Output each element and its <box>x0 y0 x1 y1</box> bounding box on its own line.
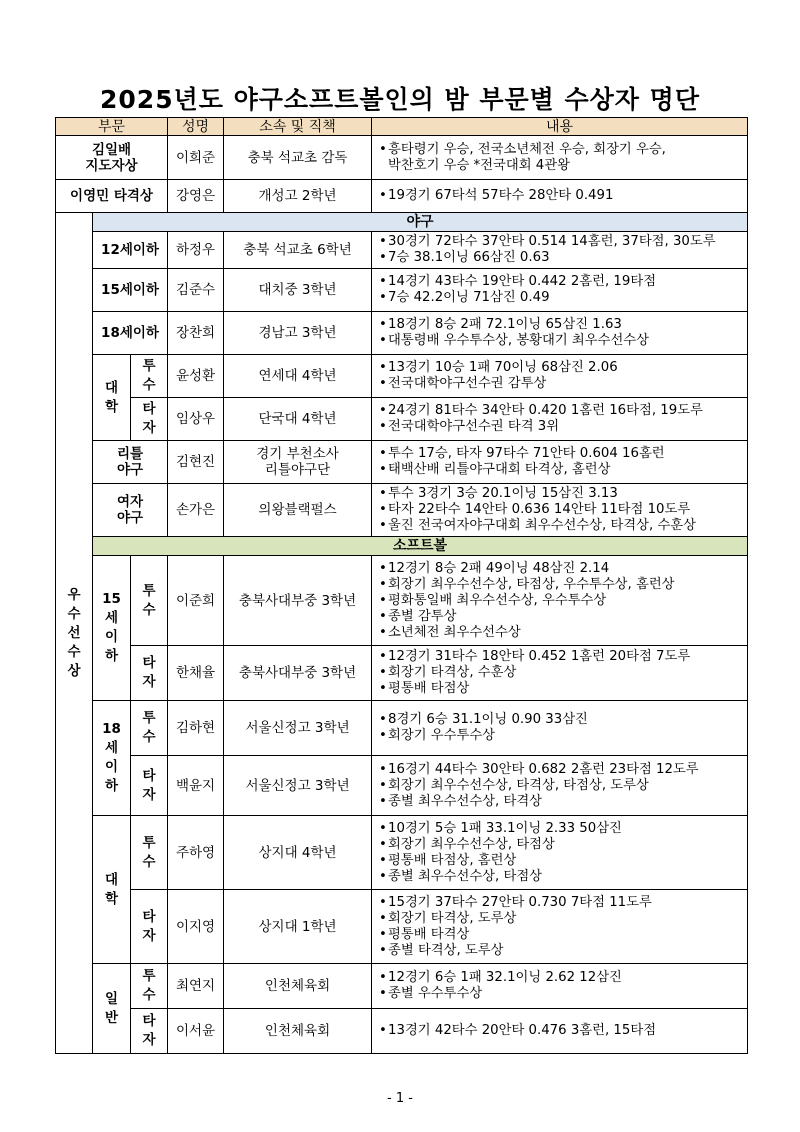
division-label <box>93 484 168 537</box>
label-char: 선 <box>67 624 81 641</box>
winner-details <box>372 180 748 213</box>
detail-item: • 평화통일배 최우수선수상, 우수투수상 <box>388 593 743 609</box>
winner-details <box>372 136 748 180</box>
detail-item: • 24경기 81타수 34안타 0.420 1홈런 16타점, 19도루 <box>388 403 743 419</box>
table-row <box>56 890 748 964</box>
position-label <box>131 756 168 816</box>
detail-item: • 18경기 8승 2패 72.1이닝 65삼진 1.63 <box>388 317 743 333</box>
position-label <box>131 964 168 1009</box>
label-line: 여자 <box>116 494 144 510</box>
detail-item: • 19경기 67타석 57타수 28안타 0.491 <box>388 188 743 204</box>
detail-item: • 12경기 31타수 18안타 0.452 1홈런 20타점 7도루 <box>388 649 743 665</box>
division-label: 18세이하 <box>93 312 168 355</box>
table-row <box>56 312 748 355</box>
division-label <box>93 355 131 441</box>
header-name: 성명 <box>168 118 224 136</box>
winner-name: 이서윤 <box>168 1009 224 1054</box>
table-row <box>56 484 748 537</box>
winner-name: 주하영 <box>168 816 224 890</box>
table-row <box>56 441 748 484</box>
label-char: 수 <box>142 987 156 1003</box>
winner-details <box>372 312 748 355</box>
winner-name: 최연지 <box>168 964 224 1009</box>
division-label <box>93 556 131 701</box>
affiliation-line: 경기 부천소사 <box>256 446 339 462</box>
position-label <box>131 398 168 441</box>
table-row <box>56 269 748 312</box>
label-char: 우 <box>67 586 81 603</box>
division-label <box>93 816 131 964</box>
detail-item: • 12경기 8승 2패 49이닝 48삼진 2.14 <box>388 561 743 577</box>
detail-item: • 종별 최우수선수상, 타격상 <box>388 794 743 810</box>
label-char: 수 <box>142 729 156 745</box>
table-row <box>56 180 748 213</box>
label-char: 투 <box>142 582 156 599</box>
excellent-player-award-label <box>56 213 93 1054</box>
table-row <box>56 136 748 180</box>
winner-details <box>372 441 748 484</box>
position-label <box>131 701 168 756</box>
affiliation-line: 리틀야구단 <box>264 462 331 478</box>
label-char: 수 <box>142 377 156 393</box>
label-char: 투 <box>142 968 156 984</box>
detail-item: • 회장기 최우수선수상, 타점상 <box>388 837 743 853</box>
header-category: 부문 <box>56 118 168 136</box>
label-char: 타 <box>142 1013 156 1029</box>
detail-item: • 13경기 10승 1패 70이닝 68삼진 2.06 <box>388 360 743 376</box>
label-char: 세 <box>104 610 119 626</box>
winner-details <box>372 646 748 701</box>
detail-item: • 평통배 타점상, 홈런상 <box>388 853 743 869</box>
table-row <box>56 232 748 269</box>
detail-item: • 종별 최우수선수상, 타점상 <box>388 869 743 885</box>
label-char: 학 <box>104 398 119 415</box>
winner-affiliation: 서울신정고 3학년 <box>224 701 372 756</box>
detail-item: • 16경기 44타수 30안타 0.682 2홈런 23타점 12도루 <box>388 762 743 778</box>
winner-name: 장찬희 <box>168 312 224 355</box>
detail-item: • 7승 42.2이닝 71삼진 0.49 <box>388 290 743 306</box>
winner-affiliation: 의왕블랙펄스 <box>224 484 372 537</box>
division-label <box>93 701 131 816</box>
label-char: 대 <box>104 871 119 888</box>
label-char: 하 <box>104 778 119 794</box>
detail-item: • 회장기 최우수선수상, 타격상, 타점상, 도루상 <box>388 778 743 794</box>
table-row <box>56 556 748 646</box>
detail-item: • 30경기 72타수 37안타 0.514 14홈런, 37타점, 30도루 <box>388 234 743 250</box>
batting-award-category: 이영민 타격상 <box>56 180 168 213</box>
detail-item: • 회장기 타격상, 수훈상 <box>388 665 743 681</box>
label-line: 야구 <box>116 462 144 478</box>
position-label <box>131 816 168 890</box>
winner-name: 김하현 <box>168 701 224 756</box>
band-row <box>56 537 748 556</box>
label-char: 세 <box>104 740 119 756</box>
detail-item: • 종별 타격상, 도루상 <box>388 943 743 959</box>
division-label: 12세이하 <box>93 232 168 269</box>
label-char: 수 <box>142 601 156 618</box>
winner-details <box>372 964 748 1009</box>
winner-affiliation: 충북 석교초 6학년 <box>224 232 372 269</box>
detail-item: • 흥타령기 우승, 전국소년체전 우승, 회장기 우승, <box>388 142 743 158</box>
header-details: 내용 <box>372 118 748 136</box>
detail-item: • 14경기 43타수 19안타 0.442 2홈런, 19타점 <box>388 274 743 290</box>
label-char: 18 <box>102 721 121 737</box>
label-char: 타 <box>142 908 156 925</box>
label-char: 상 <box>67 662 81 679</box>
winner-name: 김현진 <box>168 441 224 484</box>
detail-item: • 평통배 타점상 <box>388 681 743 697</box>
winner-details <box>372 556 748 646</box>
winner-name: 이준희 <box>168 556 224 646</box>
softball-band: 소프트볼 <box>93 537 748 556</box>
winner-details <box>372 816 748 890</box>
winner-affiliation: 충북사대부중 3학년 <box>224 556 372 646</box>
label-char: 투 <box>142 834 156 851</box>
header-row <box>56 118 748 136</box>
detail-item: • 투수 17승, 타자 97타수 71안타 0.604 16홈런 <box>388 446 743 462</box>
winner-affiliation: 충북 석교초 감독 <box>224 136 372 180</box>
label-char: 투 <box>142 358 156 374</box>
detail-item: • 종별 감투상 <box>388 609 743 625</box>
winner-name: 한채율 <box>168 646 224 701</box>
category-line: 김일배 <box>91 141 132 158</box>
detail-item: • 타자 22타수 14안타 0.636 14안타 11타점 10도루 <box>388 502 743 518</box>
winner-name: 김준수 <box>168 269 224 312</box>
label-char: 수 <box>142 853 156 870</box>
winner-affiliation: 연세대 4학년 <box>224 355 372 398</box>
winner-name: 강영은 <box>168 180 224 213</box>
winner-affiliation: 충북사대부중 3학년 <box>224 646 372 701</box>
winner-affiliation: 인천체육회 <box>224 964 372 1009</box>
detail-item: • 전국대학야구선수권 타격 3위 <box>388 419 743 435</box>
winner-details <box>372 1009 748 1054</box>
label-char: 타 <box>142 767 156 784</box>
detail-item: • 15경기 37타수 27안타 0.730 7타점 11도루 <box>388 895 743 911</box>
table-row <box>56 355 748 398</box>
label-char: 이 <box>104 759 119 775</box>
detail-item: • 소년체전 최우수선수상 <box>388 625 743 641</box>
table-row <box>56 646 748 701</box>
winner-details <box>372 701 748 756</box>
winner-affiliation: 경남고 3학년 <box>224 312 372 355</box>
label-char: 자 <box>142 674 156 690</box>
label-char: 자 <box>142 420 156 436</box>
winner-details <box>372 355 748 398</box>
page-number: - 1 - <box>387 1091 413 1106</box>
label-char: 자 <box>142 927 156 944</box>
detail-item: • 태백산배 리틀야구대회 타격상, 홈런상 <box>388 462 743 478</box>
detail-item: • 울진 전국여자야구대회 최우수선수상, 타격상, 수훈상 <box>388 518 743 534</box>
winner-affiliation: 대치중 3학년 <box>224 269 372 312</box>
table-row <box>56 1009 748 1054</box>
table-row <box>56 756 748 816</box>
label-char: 학 <box>104 890 119 907</box>
header-affiliation: 소속 및 직책 <box>224 118 372 136</box>
detail-item: • 평통배 타격상 <box>388 927 743 943</box>
detail-item: • 대통령배 우수투수상, 봉황대기 최우수선수상 <box>388 333 743 349</box>
label-char: 투 <box>142 710 156 726</box>
winner-name: 이지영 <box>168 890 224 964</box>
leader-award-category <box>56 136 168 180</box>
winner-affiliation: 개성고 2학년 <box>224 180 372 213</box>
winner-affiliation: 단국대 4학년 <box>224 398 372 441</box>
table-row <box>56 816 748 890</box>
label-line: 야구 <box>116 510 144 526</box>
winner-name: 손가은 <box>168 484 224 537</box>
winner-details <box>372 484 748 537</box>
label-char: 대 <box>104 379 119 396</box>
division-label <box>93 441 168 484</box>
winner-details <box>372 890 748 964</box>
label-char: 자 <box>142 1032 156 1048</box>
winner-affiliation: 인천체육회 <box>224 1009 372 1054</box>
position-label <box>131 1009 168 1054</box>
detail-item: • 13경기 42타수 20안타 0.476 3홈런, 15타점 <box>388 1023 743 1039</box>
winner-affiliation: 상지대 1학년 <box>224 890 372 964</box>
winner-details <box>372 232 748 269</box>
detail-item: • 회장기 타격상, 도루상 <box>388 911 743 927</box>
detail-item: • 10경기 5승 1패 33.1이닝 2.33 50삼진 <box>388 821 743 837</box>
position-label <box>131 646 168 701</box>
label-char: 타 <box>142 401 156 417</box>
award-table <box>55 117 748 1054</box>
table-row <box>56 964 748 1009</box>
detail-item-cont: 박찬호기 우승 *전국대회 4관왕 <box>388 157 570 173</box>
winner-name: 백윤지 <box>168 756 224 816</box>
table-row <box>56 398 748 441</box>
winner-details <box>372 398 748 441</box>
page-title: 2025년도 야구소프트볼인의 밤 부문별 수상자 명단 <box>100 85 700 114</box>
detail-item: • 8경기 6승 31.1이닝 0.90 33삼진 <box>388 712 743 728</box>
division-label: 15세이하 <box>93 269 168 312</box>
band-row <box>56 213 748 232</box>
division-label <box>93 964 131 1054</box>
label-char: 일 <box>104 990 119 1007</box>
label-char: 타 <box>142 655 156 671</box>
position-label <box>131 890 168 964</box>
label-char: 수 <box>67 643 81 660</box>
detail-item: • 전국대학야구선수권 감투상 <box>388 376 743 392</box>
winner-affiliation: 상지대 4학년 <box>224 816 372 890</box>
winner-name: 하정우 <box>168 232 224 269</box>
label-line: 리틀 <box>116 446 144 462</box>
label-char: 이 <box>104 629 119 645</box>
detail-item: • 12경기 6승 1패 32.1이닝 2.62 12삼진 <box>388 970 743 986</box>
label-char: 수 <box>67 605 81 622</box>
winner-name: 윤성환 <box>168 355 224 398</box>
detail-item: • 회장기 우수투수상 <box>388 728 743 744</box>
winner-name: 이희준 <box>168 136 224 180</box>
label-char: 하 <box>104 648 119 664</box>
detail-item: • 회장기 최우수선수상, 타점상, 우수투수상, 홈런상 <box>388 577 743 593</box>
label-char: 자 <box>142 786 156 803</box>
position-label <box>131 556 168 646</box>
label-char: 반 <box>104 1009 119 1026</box>
winner-affiliation: 서울신정고 3학년 <box>224 756 372 816</box>
winner-name: 임상우 <box>168 398 224 441</box>
category-line: 지도자상 <box>85 157 138 174</box>
detail-item: • 종별 우수투수상 <box>388 986 743 1002</box>
label-char: 15 <box>102 591 121 607</box>
detail-item: • 7승 38.1이닝 66삼진 0.63 <box>388 250 743 266</box>
winner-details <box>372 269 748 312</box>
winner-details <box>372 756 748 816</box>
position-label <box>131 355 168 398</box>
detail-item: • 투수 3경기 3승 20.1이닝 15삼진 3.13 <box>388 486 743 502</box>
baseball-band: 야구 <box>93 213 748 232</box>
table-row <box>56 701 748 756</box>
winner-affiliation <box>224 441 372 484</box>
